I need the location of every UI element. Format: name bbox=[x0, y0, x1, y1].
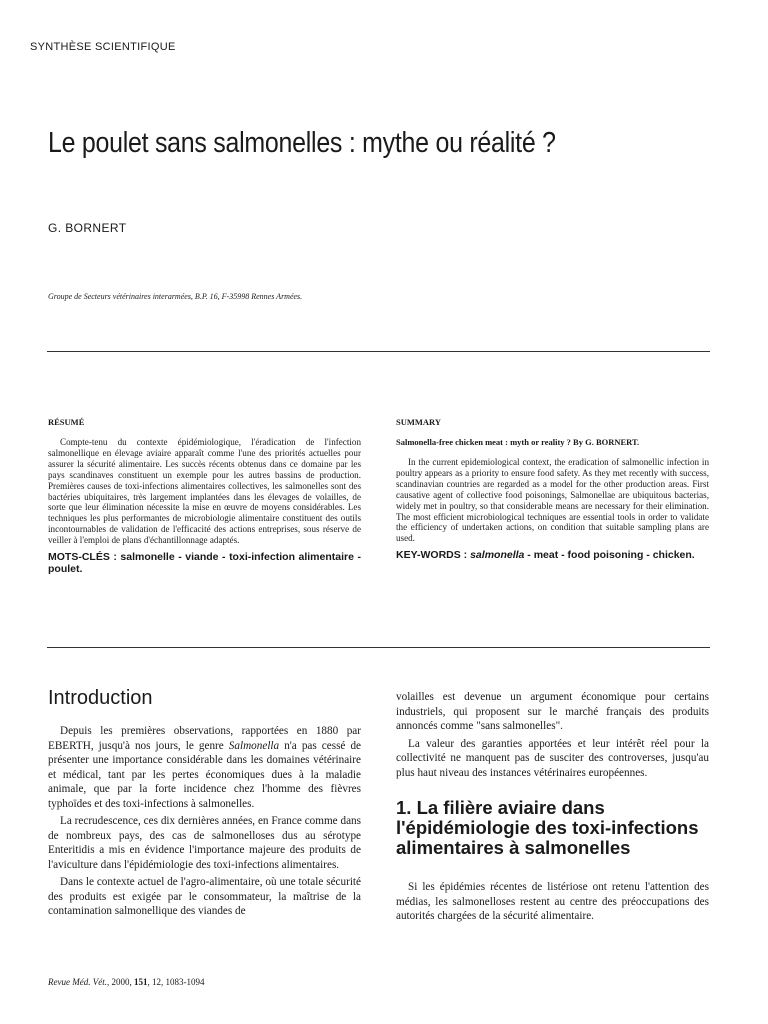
summary-keywords-label: KEY-WORDS : bbox=[396, 549, 471, 562]
summary-title: Salmonella-free chicken meat : myth or reality ? By G. BORNERT. bbox=[396, 437, 640, 447]
summary-block bbox=[396, 417, 709, 561]
resume-heading: RÉSUMÉ bbox=[48, 417, 85, 427]
footer-volume: 151 bbox=[133, 977, 148, 987]
summary-keywords bbox=[396, 549, 709, 561]
resume-text: Compte-tenu du contexte épidémiologique, l'éradication de l'infection salmonellique en élevage aviaire apparaît comme l'une des priorités actuelles pour assurer la sécurité alimentaire. Les succès récents obtenus dans ce domaine par les pays scandinaves constituent un exemple pour les autres bassins de production. Premières causes de toxi-infections alimentaires collectives, les salmonelles sont des bactéries ubiquitaires, très largement implantées dans les élevages de volailles, de sorte que leur élimination nécessite la mise en œuvre de moyens considérables. Les techniques les plus performantes de microbiologie alimentaire constituent des outils incontournables de validation de l'efficacité des actions entreprises, sous réserve de veiller à l'emploi de plans d'échantillonnage adaptés. bbox=[48, 437, 361, 546]
article-title: Le poulet sans salmonelles : mythe ou réalité ? bbox=[48, 127, 556, 159]
resume-block bbox=[48, 417, 361, 575]
divider-bottom bbox=[47, 647, 710, 648]
intro-paragraph-4: volailles est devenue un argument économique pour certains industriels, qui proposent sur le marché français des produits annoncés comme "sans salmonelles". bbox=[396, 691, 709, 732]
intro-p1-italic: Salmonella bbox=[228, 739, 280, 752]
section-1-paragraph-1: Si les épidémies récentes de listériose ont retenu l'attention des médias, les salmonelloses restent au centre des préoccupations des autorités chargées de la sécurité alimentaire. bbox=[396, 881, 709, 922]
intro-paragraph-3: Dans le contexte actuel de l'agro-alimentaire, où une totale sécurité des produits est exigée par le consommateur, la maîtrise de la contamination salmonellique des viandes de bbox=[48, 876, 361, 917]
divider-top bbox=[47, 351, 710, 352]
intro-p1-text-a: Depuis les premières observations, rapportées en 1880 par EBERTH, jusqu'à nos jours, le genre bbox=[48, 725, 361, 752]
intro-p1-text-b: n'a pas cessé de présenter une importance considérable dans les domaines vétérinaire et médical, tant par les pertes économiques dues à la maladie animale, que par la forte incidence chez l'homme des fièvres typhoïdes et des toxi-infections à salmonelles. bbox=[48, 739, 361, 810]
summary-keywords-rest: - meat - food poisoning - chicken. bbox=[524, 549, 695, 562]
intro-paragraph-2: La recrudescence, ces dix dernières années, en France comme dans de nombreux pays, des cas de salmonelloses dus au sérotype Enteritidis a mis en évidence l'importance majeure des produits de l'aviculture dans l'épidémiologie des toxi-infections alimentaires. bbox=[48, 815, 361, 871]
journal-citation bbox=[48, 977, 204, 987]
intro-paragraph-5: La valeur des garanties apportées et leur intérêt réel pour la collectivité ne manquent pas de susciter des controverses, jusqu'au plus haut niveau des instances vétérinaires européennes. bbox=[396, 737, 709, 779]
section-label: SYNTHÈSE SCIENTIFIQUE bbox=[30, 41, 176, 53]
body-right-column bbox=[396, 690, 709, 924]
author-name: G. BORNERT bbox=[48, 221, 127, 235]
body-left-column bbox=[48, 687, 361, 919]
section-1-heading: 1. La filière aviaire dans l'épidémiologie des toxi-infections alimentaires à salmonelles bbox=[396, 797, 699, 858]
resume-keywords: MOTS-CLÉS : salmonelle - viande - toxi-infection alimentaire - poulet. bbox=[48, 551, 361, 576]
summary-text: In the current epidemiological context, the eradication of salmonellic infection in poultry appears as a priority to ensure food safety. As they met recently with success, scandinavian countries are regarded as a model for the other production areas. First causative agent of collective food poisonings, Salmonellae are ubiquitous bacterias, widely met in poultry, so that considerable means are necessary for their elimination. The most efficient microbiological techniques are essential tools in order to validate the efficiency of undertaken actions, on condition that suitable sampling plans are used. bbox=[396, 457, 709, 544]
footer-pages: , 12, 1083-1094 bbox=[147, 977, 205, 987]
author-affiliation: Groupe de Secteurs vétérinaires interarmées, B.P. 16, F-35998 Rennes Armées. bbox=[48, 292, 303, 301]
footer-journal: Revue Méd. Vét., bbox=[48, 977, 110, 987]
intro-heading: Introduction bbox=[48, 687, 153, 709]
intro-paragraph-1 bbox=[48, 724, 361, 811]
summary-keywords-italic: salmonella bbox=[470, 549, 525, 562]
footer-year: 2000, bbox=[109, 977, 134, 987]
summary-heading: SUMMARY bbox=[396, 417, 442, 427]
